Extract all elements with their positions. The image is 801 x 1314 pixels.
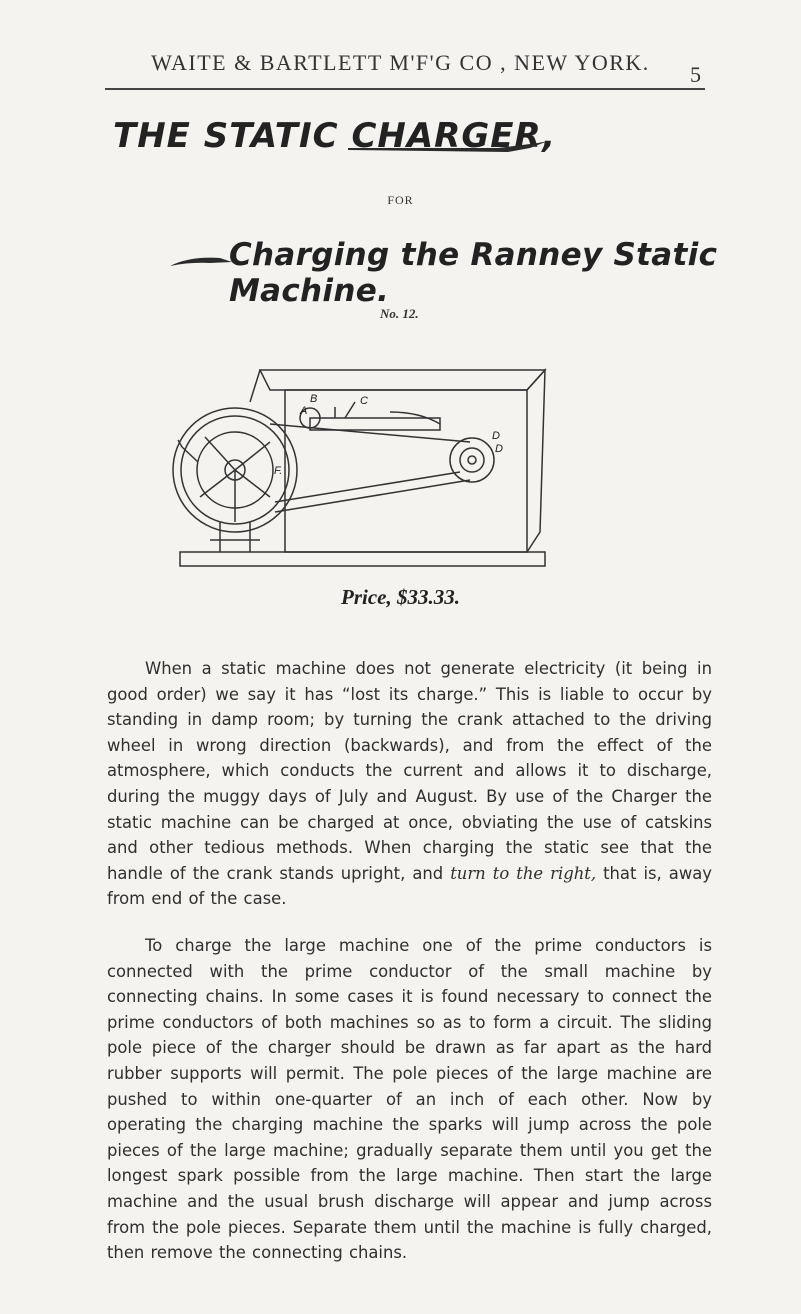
paragraph-1-end: that is, away from end of the case.: [107, 863, 712, 909]
paragraph-2: [107, 933, 712, 1266]
running-header: WAITE & BARTLETT M'F'G CO , NEW YORK.: [151, 50, 650, 75]
fig-label-a: A: [300, 405, 308, 417]
product-title: THE STATIC CHARGER,: [113, 116, 557, 156]
title-flourish: [348, 140, 548, 154]
paragraph-1-italic: turn to the right,: [450, 863, 597, 883]
page-number: 5: [690, 62, 701, 87]
paragraph-1: [107, 656, 712, 912]
fig-label-d1: D: [492, 430, 500, 442]
fig-label-c: C: [360, 395, 368, 407]
product-subtitle: Charging the Ranney Static Machine.: [229, 237, 718, 309]
fig-label-d2: D: [495, 443, 503, 455]
price: Price, $33.33.: [341, 585, 460, 609]
paragraph-1-text: When a static machine does not generate electricity (it being in good order) we say it has “lost its charge.” This is liable to occur by standing in damp room; by turning the crank attached to the driving wheel in wrong direction (backwards), and from the effect of the atmosphere, which conducts the current and allows it to discharge, during the muggy days of July and August. By use of the Charger the static machine can be charged at once, obviating the use of catskins and other tedious methods. When charging the static see that the handle of the crank stands upright, and: [107, 659, 712, 883]
subtitle-flourish: [170, 254, 232, 268]
item-number: No. 12.: [380, 306, 419, 321]
header-rule: [105, 88, 705, 90]
charger-illustration: [160, 352, 560, 574]
fig-label-f: F.: [274, 465, 283, 477]
fig-label-b: B: [310, 393, 318, 405]
for-label: FOR: [387, 193, 414, 207]
paragraph-2-text: To charge the large machine one of the prime conductors is connected with the prime conductor of the small machine by connecting chains. In some cases it is found necessary to connect the prime conductors of both machines so as to form a circuit. The sliding pole piece of the charger should be drawn as far apart as the hard rubber supports will permit. The pole pieces of the large machine are pushed to within one-quarter of an inch of each other. Now by operating the charging machine the sparks will jump across the pole pieces of the large machine; gradually separate them until you get the longest spark possible from the large machine. Then start the large machine and the usual brush discharge will appear and jump across from the pole pieces. Separate them until the machine is fully charged, then remove the connecting chains.: [107, 936, 712, 1263]
